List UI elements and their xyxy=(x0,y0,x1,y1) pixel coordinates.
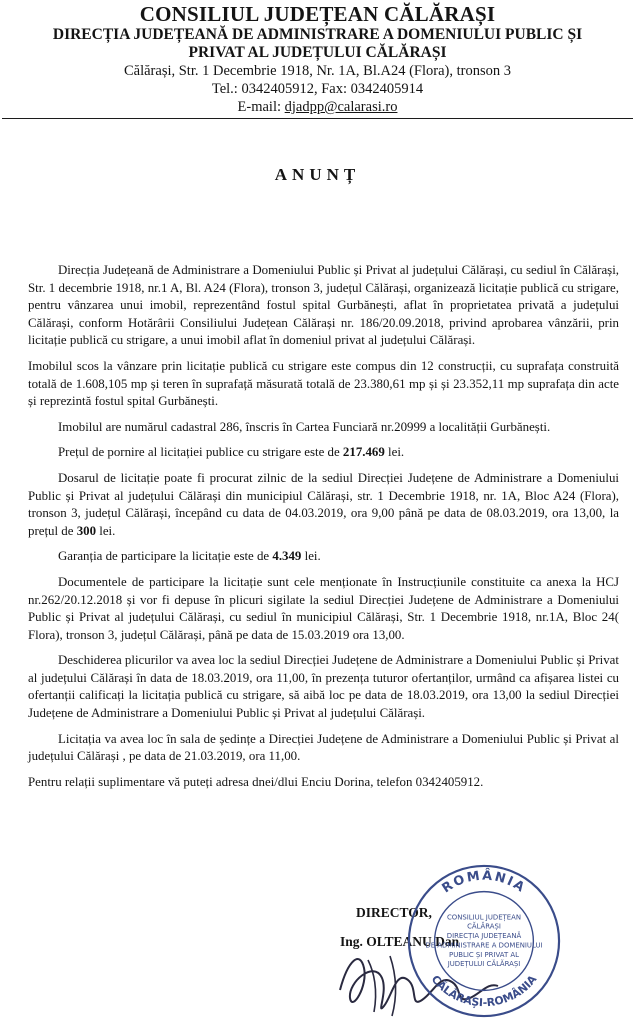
paragraph-10: Pentru relații suplimentare vă puteți adresa dnei/dlui Enciu Dorina, telefon 0342405912. xyxy=(28,774,484,789)
org-name: CONSILIUL JUDEȚEAN CĂLĂRAȘI xyxy=(139,2,496,26)
document-title: ANUNȚ xyxy=(274,165,361,184)
email-label: E-mail: xyxy=(237,99,285,115)
letterhead xyxy=(0,0,635,116)
amount-value: 300 xyxy=(76,523,97,538)
stamp-inner-line: DE ADMINISTRARE A DOMENIULUI xyxy=(425,941,543,950)
dept-name-line-2: PRIVAT AL JUDEȚULUI CĂLĂRAȘI xyxy=(188,44,447,61)
signatory-role: DIRECTOR, xyxy=(356,905,432,920)
signatory-name: Ing. OLTEANU Dan xyxy=(340,934,460,949)
paragraph-9: Licitația va avea loc în sala de ședințe a Direcției Județene de Administrare a Domeniului Public și Privat al județului Călărași , pe data de 21.03.2019, ora 11,00. xyxy=(28,731,619,764)
stamp-inner-line: DIRECȚIA JUDEȚEANĂ xyxy=(446,932,522,941)
paragraph-2: Imobilul scos la vânzare prin licitație publică cu strigare este compus din 12 construcții, cu suprafața construită totală de 1.608,105 mp și teren în suprafață măsurată totală de 23.380,61 mp și și 23.352,11 mp suprafața din acte și reprezintă fostul spital Gurbănești. xyxy=(28,358,619,409)
email-link[interactable]: djadpp@calarasi.ro xyxy=(284,99,398,115)
paragraph-6: Garanția de participare la licitație este de 4.349 lei. xyxy=(58,549,321,564)
stamp-inner-line: CĂLĂRAȘI xyxy=(467,922,501,931)
announcement-body xyxy=(28,262,619,799)
email-line xyxy=(0,98,635,116)
header-divider xyxy=(2,118,633,119)
paragraph-1: Direcția Județeană de Administrare a Domeniului Public și Privat al județului Călărași, cu sediul în Călărași, Str. 1 decembrie 1918, nr.1 A, Bl. A24 (Flora), tronson 3, județul Călărași, organizează licitație publică cu strigare, pentru vânzarea unui imobil, reprezentând fostul spital Gurbănești, aflat în proprietatea privată a județului Călărași, conform Hotărârii Consiliului Județean Călărași nr. 186/20.09.2018, privind aprobarea vânzării, prin licitație publică cu strigare, a unui imobil aflat în domeniul privat al județului Călărași. xyxy=(28,263,619,348)
paragraph-7: Documentele de participare la licitație sunt cele menționate în Instrucțiunile constituite ca anexa la HCJ nr.262/20.12.2018 și vor fi depuse în plicuri sigilate la sediul Direcției Județene de Administrare a Domeniului Public și Privat al județului Călărași, cu sediul în municipiul Călărași, Str. 1 Decembrie 1918, nr.1A, Bloc 24( Flora), tronson 3, județul Călărași, până pe data de 15.03.2019 ora 13,00. xyxy=(28,574,619,642)
stamp-outer-bottom: CĂLĂRAȘI-ROMÂNIA xyxy=(428,972,540,1010)
stamp-inner-line: PUBLIC ȘI PRIVAT AL xyxy=(449,950,519,959)
paragraph-8: Deschiderea plicurilor va avea loc la sediul Direcției Județene de Administrare a Domeniului Public și Privat al județului Călărași în data de 18.03.2019, ora 11,00, în prezența tuturor ofertanților, urmând ca afișarea listei cu ofertanții calificați la licitația publică cu strigare, să aibă loc pe data de 18.03.2019, ora 13,00 la sediul Direcției Județene de Administrare a Domeniului Public și Privat al județului Călărași. xyxy=(28,653,619,721)
amount-value: 4.349 xyxy=(272,549,302,564)
paragraph-3: Imobilul are numărul cadastral 286, înscris în Cartea Funciară nr.20999 a localității Gurbănești. xyxy=(58,419,551,434)
phone-line: Tel.: 0342405912, Fax: 0342405914 xyxy=(211,81,424,97)
stamp-inner-line: JUDEȚULUI CĂLĂRAȘI xyxy=(447,960,521,969)
paragraph-5: Dosarul de licitație poate fi procurat zilnic de la sediul Direcției Județene de Administrare a Domeniului Public și Privat al județului Călărași din municipiul Călărași, str. 1 Decembrie 1918, nr. 1A, Bloc A24 (Flora), tronson 3, județul Călărași, începând cu data de 04.03.2019, ora 9,00 până pe data de 08.03.2019, ora 13,00, la prețul de 300 lei. xyxy=(28,470,619,538)
stamp-inner-line: CONSILIUL JUDEȚEAN xyxy=(446,913,522,922)
amount-value: 217.469 xyxy=(342,445,385,460)
paragraph-4: Prețul de pornire al licitației publice cu strigare este de 217.469 lei. xyxy=(58,445,405,460)
official-stamp xyxy=(405,862,563,1020)
stamp-outer-top: ROMÂNIA xyxy=(439,868,529,897)
address-line: Călărași, Str. 1 Decembrie 1918, Nr. 1A, Bl.A24 (Flora), tronson 3 xyxy=(123,63,511,79)
dept-name-line-1: DIRECȚIA JUDEȚEANĂ DE ADMINISTRARE A DOMENIULUI PUBLIC ȘI xyxy=(52,26,583,43)
